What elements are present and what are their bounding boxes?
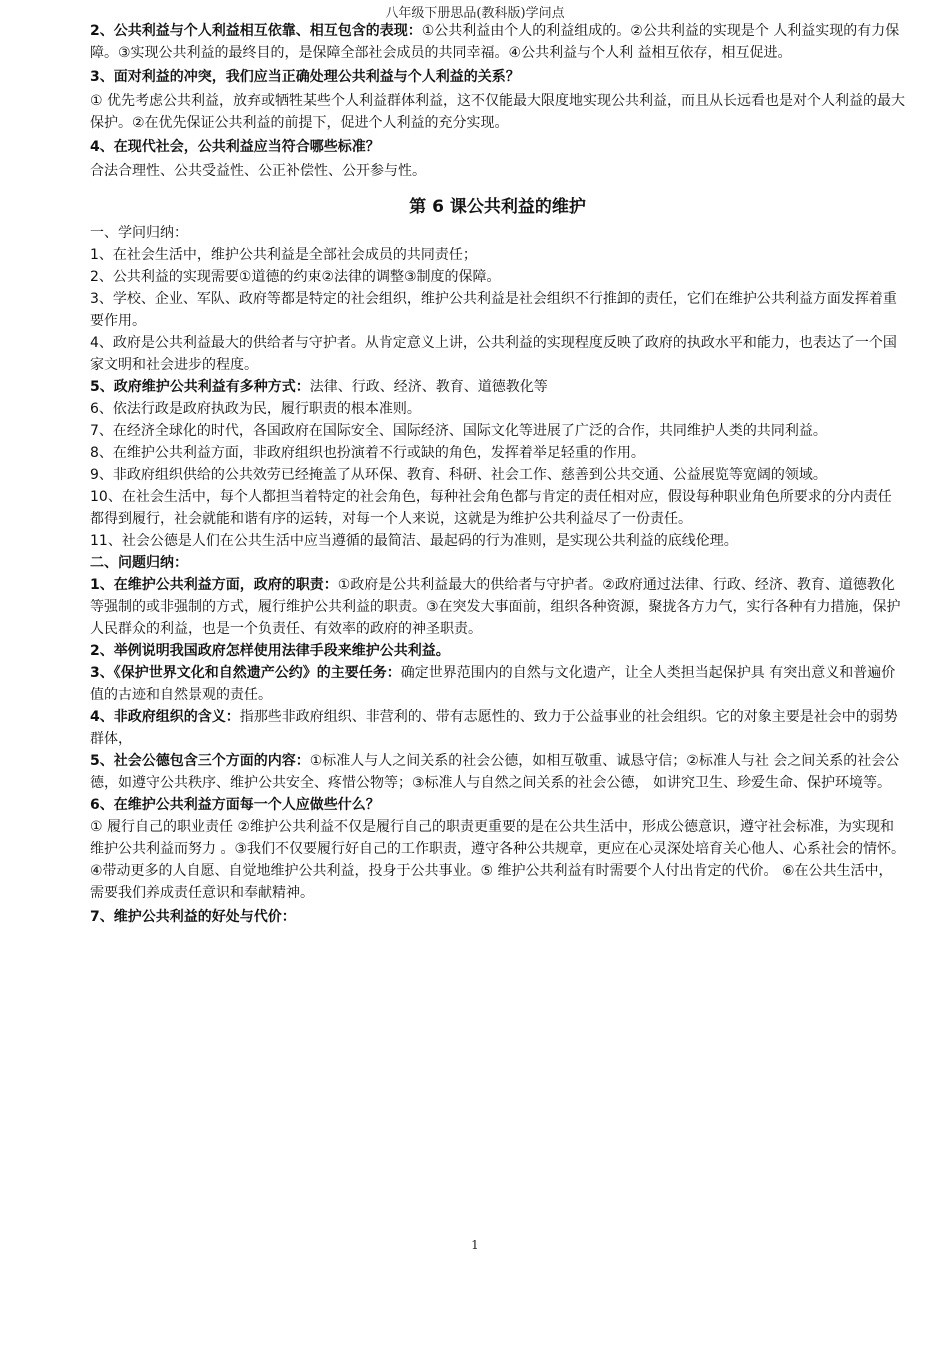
question-label: 1、在维护公共利益方面，政府的职责： bbox=[90, 577, 338, 593]
page-number: 1 bbox=[471, 1238, 479, 1252]
lesson-title: 第 6 课公共利益的维护 bbox=[409, 197, 586, 217]
page-header: 八年级下册思品(教科版)学问点 bbox=[385, 6, 565, 21]
list-item: 9、非政府组织供给的公共效劳已经掩盖了从环保、教育、科研、社会工作、慈善到公共交通、公益展览等宽阔的领域。 bbox=[90, 467, 827, 483]
answer-text: ①政府是公共利益最大的供给者与守护者。②政府通过法律、行政、经济、教育、道德教化等强制的或非强制的方式，履行维护公共利益的职责。③在突发大事面前，组织各种资源，聚拢各方力气，实行各种有力措施，保护人民群众的利益，也是一个负责任、有效率的政府的神圣职责。 bbox=[90, 577, 901, 637]
question-item bbox=[90, 574, 905, 640]
item-label: 5、政府维护公共利益有多种方式： bbox=[90, 379, 310, 395]
list-item: 2、公共利益的实现需要①道德的约束②法律的调整③制度的保障。 bbox=[90, 269, 501, 285]
question-item bbox=[90, 706, 905, 750]
list-item: 8、在维护公共利益方面，非政府组织也扮演着不行或缺的角色，发挥着举足轻重的作用。 bbox=[90, 445, 645, 461]
list-item: 6、依法行政是政府执政为民，履行职责的根本准则。 bbox=[90, 401, 421, 417]
list-item: 4、政府是公共利益最大的供给者与守护者。从肯定意义上讲，公共利益的实现程度反映了政府的执政水平和能力，也表达了一个国家文明和社会进步的程度。 bbox=[90, 335, 897, 373]
answer-text: ①标准人与人之间关系的社会公德，如相互敬重、诚恳守信；②标准人与社 会之间关系的社会公德，如遵守公共秩序、维护公共安全、疼惜公物等；③标准人与自然之间关系的社会公德， 如讲究卫生、珍爱生命、保护环境等。 bbox=[90, 753, 900, 791]
question-label: 3、《保护世界文化和自然遗产公约》的主要任务： bbox=[90, 665, 401, 681]
paragraph bbox=[90, 20, 905, 64]
document-body bbox=[90, 20, 905, 928]
question-label: 2、举例说明我国政府怎样使用法律手段来维护公共利益。 bbox=[90, 643, 450, 659]
answer-text: 合法合理性、公共受益性、公正补偿性、公开参与性。 bbox=[90, 163, 426, 179]
answer-text: ① 优先考虑公共利益，放弃或牺牲某些个人利益群体利益，这不仅能最大限度地实现公共利益，而且从长远看也是对个人利益的最大保护。②在优先保证公共利益的前提下，促进个人利益的充分实现。 bbox=[90, 93, 905, 131]
list-item: 7、在经济全球化的时代，各国政府在国际安全、国际经济、国际文化等进展了广泛的合作，共同维护人类的共同利益。 bbox=[90, 423, 827, 439]
answer-text: 指那些非政府组织、非营利的、带有志愿性的、致力于公益事业的社会组织。它的对象主要是社会中的弱势群体， bbox=[90, 709, 898, 747]
list-item: 3、学校、企业、军队、政府等都是特定的社会组织，维护公共利益是社会组织不行推卸的责任，它们在维护公共利益方面发挥着重要作用。 bbox=[90, 291, 897, 329]
question-label: 3、面对利益的冲突，我们应当正确处理公共利益与个人利益的关系？ bbox=[90, 69, 520, 85]
answer-text: ① 履行自己的职业责任 ②维护公共利益不仅是履行自己的职责更重要的是在公共生活中，形成公德意识，遵守社会标准，为实现和维护公共利益而努力 。③我们不仅要履行好自己的工作职责，遵守各种公共规章，更应在心灵深处培育关心他人、心系社会的情怀。④带动更多的人自愿、自觉地维护公共利益，投身于公共事业。⑤ 维护公共利益有时需要个人付出肯定的代价。 ⑥在公共生活中，需要我们养成责任意识和奉献精神。 bbox=[90, 819, 905, 901]
list-item bbox=[90, 376, 905, 398]
question-label: 2、公共利益与个人利益相互依靠、相互包含的表现： bbox=[90, 23, 422, 39]
answer-text: ①公共利益由个人的利益组成的。②公共利益的实现是个 人利益实现的有力保障。③实现公共利益的最终目的，是保障全部社会成员的共同幸福。④公共利益与个人利 益相互依存，相互促进。 bbox=[90, 23, 900, 61]
list-item: 11、社会公德是人们在公共生活中应当遵循的最简洁、最起码的行为准则，是实现公共利益的底线伦理。 bbox=[90, 533, 738, 549]
question-label: 6、在维护公共利益方面每一个人应做些什么？ bbox=[90, 797, 380, 813]
question-item bbox=[90, 750, 905, 794]
section-heading: 二、问题归纳： bbox=[90, 555, 188, 571]
list-item: 1、在社会生活中，维护公共利益是全部社会成员的共同责任； bbox=[90, 247, 477, 263]
question-label: 5、社会公德包含三个方面的内容： bbox=[90, 753, 310, 769]
question-item bbox=[90, 662, 905, 706]
item-text: 法律、行政、经济、教育、道德教化等 bbox=[309, 379, 548, 395]
answer-text: 确定世界范围内的自然与文化遗产，让全人类担当起保护具 有突出意义和普遍价值的古迹和自然景观的责任。 bbox=[90, 665, 896, 703]
question-label: 4、非政府组织的含义： bbox=[90, 709, 240, 725]
section-heading: 一、学问归纳： bbox=[90, 225, 188, 241]
question-label: 4、在现代社会，公共利益应当符合哪些标准？ bbox=[90, 139, 380, 155]
question-label: 7、维护公共利益的好处与代价： bbox=[90, 909, 296, 925]
list-item: 10、在社会生活中，每个人都担当着特定的社会角色，每种社会角色都与肯定的责任相对应，假设每种职业角色所要求的分内责任都得到履行，社会就能和谐有序的运转，对每一个人来说，这就是为维护公共利益尽了一份责任。 bbox=[90, 489, 892, 527]
